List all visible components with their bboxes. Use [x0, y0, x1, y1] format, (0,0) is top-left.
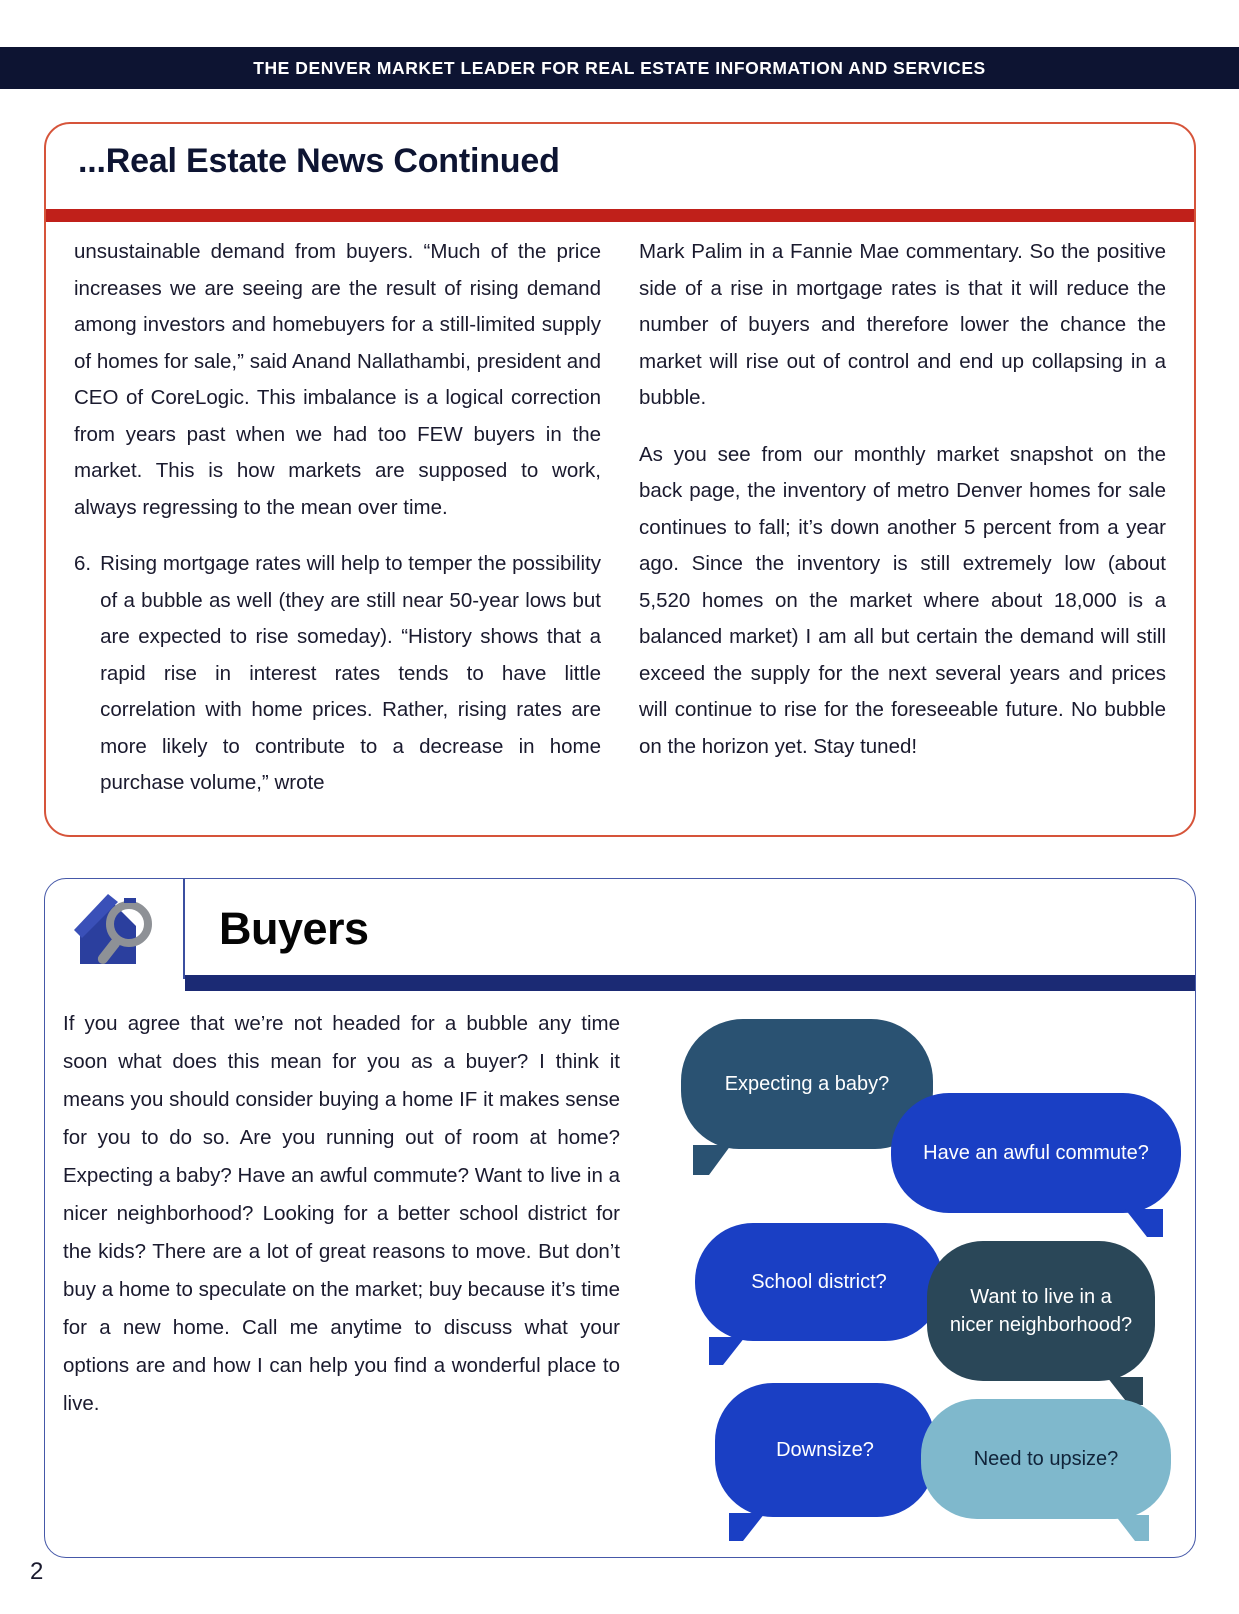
- speech-bubble-group: [659, 1001, 1179, 1531]
- speech-bubble-label: Have an awful commute?: [923, 1142, 1149, 1164]
- buyers-title: Buyers: [219, 903, 369, 954]
- speech-bubble-label: Downsize?: [776, 1439, 874, 1461]
- speech-bubble-downsize: [715, 1383, 935, 1517]
- speech-bubble-label: School district?: [751, 1271, 887, 1293]
- speech-bubble-tail: [1125, 1209, 1163, 1237]
- house-magnifier-icon: [68, 884, 160, 975]
- speech-bubble-tail: [709, 1337, 745, 1365]
- article-continued-box: [44, 122, 1196, 837]
- page-banner: [0, 47, 1239, 89]
- article-left-paragraph-1: unsustainable demand from buyers. “Much of the price increases we are seeing are the result of rising demand among investors and homebuyers for a still-limited supply of homes for sale,” said Anand Nallathambi, president and CEO of CoreLogic. This imbalance is a logical correction from years past when we had too FEW buyers in the market. This is how markets are supposed to work, always regressing to the mean over time.: [74, 240, 601, 519]
- list-item-text: Rising mortgage rates will help to temper the possibility of a bubble as well (they are still near 50-year lows but are expected to rise someday). “History shows that a rapid rise in interest rates tends to have little correlation with home prices. Rather, rising rates are more likely to contribute to a decrease in home purchase volume,” wrote: [100, 552, 601, 794]
- buyers-icon-cell: [45, 879, 185, 979]
- article-title: ...Real Estate News Continued: [78, 142, 560, 180]
- speech-bubble-need-to-upsize: [921, 1399, 1171, 1519]
- speech-bubble-tail: [693, 1145, 731, 1175]
- speech-bubble-label: Need to upsize?: [973, 1448, 1119, 1470]
- speech-bubble-label: Want to live in a nicer neighborhood?: [949, 1286, 1133, 1336]
- speech-bubble-tail: [1115, 1515, 1149, 1541]
- buyers-header: [45, 879, 1195, 979]
- buyers-section-box: [44, 878, 1196, 1558]
- banner-text: THE DENVER MARKET LEADER FOR REAL ESTATE INFORMATION AND SERVICES: [253, 57, 986, 78]
- speech-bubble-school-district: [695, 1223, 943, 1341]
- article-left-column: [74, 234, 601, 802]
- speech-bubble-have-an-awful-commute: [891, 1093, 1181, 1213]
- buyers-body: [63, 1005, 1177, 1535]
- speech-bubble-tail: [729, 1513, 765, 1541]
- article-red-divider: [46, 209, 1194, 222]
- speech-bubble-label: Expecting a baby?: [724, 1073, 890, 1095]
- buyers-navy-bar: [185, 975, 1195, 991]
- article-list-item-6: [74, 546, 601, 802]
- buyers-paragraph: If you agree that we’re not headed for a bubble any time soon what does this mean for you as a buyer? I think it means you should consider buying a home IF it makes sense for you to do so. Are you running out of room at home? Expecting a baby? Have an awful commute? Want to live in a nicer neighborhood? Looking for a better school district for the kids? There are a lot of great reasons to move. But don’t buy a home to speculate on the market; buy because it’s time for a new home. Call me anytime to discuss what your options are and how I can help you find a wonderful place to live.: [63, 1012, 620, 1415]
- article-right-paragraph-2: As you see from our monthly market snapshot on the back page, the inventory of metro Denver homes for sale continues to fall; it’s down another 5 percent from a year ago. Since the inventory is still extremely low (about 5,520 homes on the market where about 18,000 is a balanced market) I am all but certain the demand will still exceed the supply for the next several years and prices will continue to rise for the foreseeable future. No bubble on the horizon yet. Stay tuned!: [639, 442, 1166, 758]
- article-right-column: [639, 234, 1166, 802]
- list-item-number: 6.: [74, 552, 92, 575]
- page-number: 2: [30, 1558, 44, 1585]
- article-right-paragraph-1: Mark Palim in a Fannie Mae commentary. So the positive side of a rise in mortgage rates is that it will reduce the number of buyers and therefore lower the chance the market will rise out of control and end up collapsing in a bubble.: [639, 240, 1166, 409]
- buyers-title-cell: [185, 879, 1195, 979]
- speech-bubble-want-to-live-in-a-nicer-neighborhood: [927, 1241, 1155, 1381]
- article-columns: [74, 234, 1166, 802]
